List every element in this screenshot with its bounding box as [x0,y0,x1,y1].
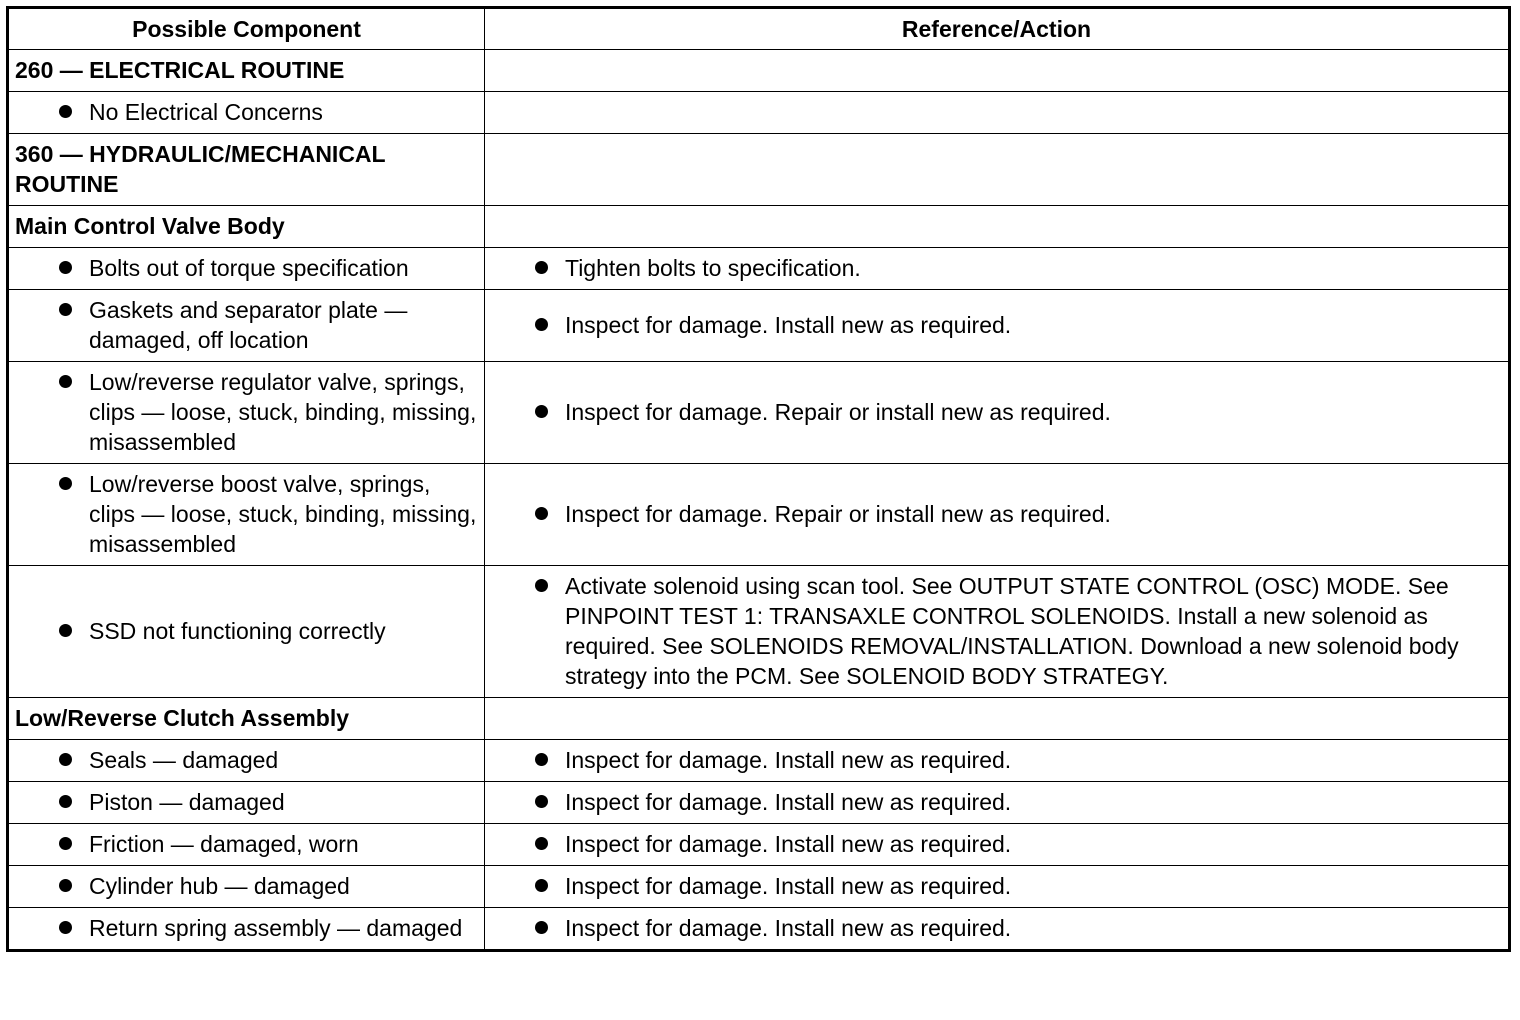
component-cell [8,248,485,290]
table-row [8,824,1510,866]
action-text: Inspect for damage. Install new as required. [565,831,1012,857]
bullet-icon [59,795,72,808]
bullet-icon [535,921,548,934]
component-cell [8,908,485,951]
table-row [8,566,1510,698]
bullet-icon [535,405,548,418]
section-row [8,206,1510,248]
action-cell [485,782,1510,824]
component-text: Seals — damaged [89,747,279,773]
bullet-icon [535,795,548,808]
component-cell [8,464,485,566]
action-text: Inspect for damage. Repair or install new as required. [565,399,1111,425]
bullet-icon [535,837,548,850]
action-text: Inspect for damage. Install new as required. [565,747,1012,773]
component-cell [8,290,485,362]
section-heading-hydraulic-mechanical-routine: 360 — HYDRAULIC/MECHANICAL ROUTINE [8,134,485,206]
bullet-icon [59,105,72,118]
section-heading-main-control-valve-body: Main Control Valve Body [8,206,485,248]
action-text: Tighten bolts to specification. [565,255,861,281]
action-text: Inspect for damage. Repair or install new as required. [565,501,1111,527]
component-cell [8,740,485,782]
action-cell [485,908,1510,951]
component-cell [8,824,485,866]
component-text: No Electrical Concerns [89,99,323,125]
bullet-icon [59,261,72,274]
component-text: SSD not functioning correctly [89,618,386,644]
empty-cell [485,206,1510,248]
action-text: Inspect for damage. Install new as required. [565,312,1012,338]
component-text: Low/reverse regulator valve, springs, clips — loose, stuck, binding, missing, misassembled [89,369,477,455]
component-cell [8,566,485,698]
component-text: Piston — damaged [89,789,285,815]
component-cell [8,92,485,134]
bullet-icon [59,477,72,490]
bullet-icon [59,375,72,388]
bullet-icon [535,879,548,892]
empty-cell [485,698,1510,740]
section-row [8,698,1510,740]
component-text: Bolts out of torque specification [89,255,409,281]
bullet-icon [59,879,72,892]
action-cell [485,866,1510,908]
component-text: Gaskets and separator plate — damaged, off location [89,297,408,353]
table-row [8,362,1510,464]
bullet-icon [59,837,72,850]
action-cell [485,362,1510,464]
section-heading-low-reverse-clutch-assembly: Low/Reverse Clutch Assembly [8,698,485,740]
bullet-icon [535,507,548,520]
table-row [8,290,1510,362]
section-row [8,50,1510,92]
action-cell [485,566,1510,698]
table-row [8,92,1510,134]
action-text: Inspect for damage. Install new as required. [565,915,1012,941]
bullet-icon [535,261,548,274]
empty-cell [485,134,1510,206]
bullet-icon [535,579,548,592]
component-text: Friction — damaged, worn [89,831,359,857]
table-row [8,866,1510,908]
table-row [8,908,1510,951]
action-text: Inspect for damage. Install new as required. [565,789,1012,815]
section-row [8,134,1510,206]
bullet-icon [59,921,72,934]
action-cell [485,248,1510,290]
table-row [8,782,1510,824]
component-text: Return spring assembly — damaged [89,915,463,941]
action-cell [485,824,1510,866]
bullet-icon [59,303,72,316]
table-row [8,464,1510,566]
bullet-icon [59,624,72,637]
component-cell [8,362,485,464]
column-header-possible-component: Possible Component [8,8,485,50]
empty-cell [485,92,1510,134]
component-cell [8,782,485,824]
bullet-icon [535,753,548,766]
bullet-icon [59,753,72,766]
header-row [8,8,1510,50]
action-cell [485,740,1510,782]
bullet-icon [535,318,548,331]
section-heading-electrical-routine: 260 — ELECTRICAL ROUTINE [8,50,485,92]
action-text: Inspect for damage. Install new as required. [565,873,1012,899]
column-header-reference-action: Reference/Action [485,8,1510,50]
table-row [8,740,1510,782]
action-text: Activate solenoid using scan tool. See OUTPUT STATE CONTROL (OSC) MODE. See PINPOINT TEST 1: TRANSAXLE CONTROL SOLENOIDS. Install a new solenoid as required. See SOLENOIDS REMOVAL/INSTALLATION. Download a new solenoid body strategy into the PCM. See SOLENOID BODY STRATEGY. [565,573,1459,689]
component-text: Cylinder hub — damaged [89,873,350,899]
component-text: Low/reverse boost valve, springs, clips — loose, stuck, binding, missing, misassembled [89,471,477,557]
action-cell [485,290,1510,362]
diagnosis-table [6,6,1511,952]
action-cell [485,464,1510,566]
table-row [8,248,1510,290]
empty-cell [485,50,1510,92]
component-cell [8,866,485,908]
